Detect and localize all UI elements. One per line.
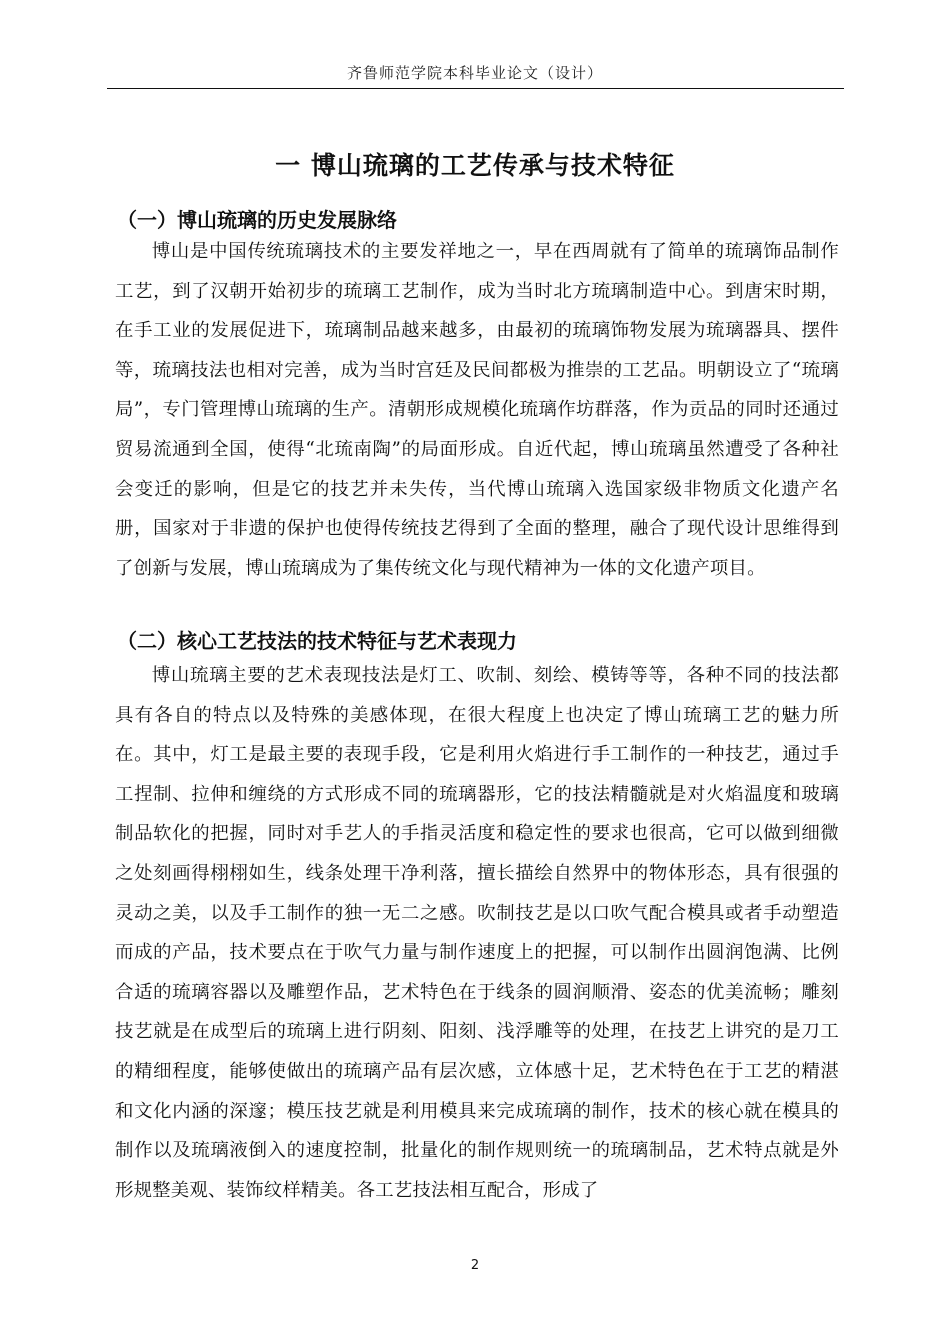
running-header: 齐鲁师范学院本科毕业论文（设计） bbox=[346, 64, 603, 82]
chapter-title: 一 博山琉璃的工艺传承与技术特征 bbox=[275, 151, 675, 180]
header-divider bbox=[107, 88, 844, 89]
section-heading-2: （二）核心工艺技法的技术特征与艺术表现力 bbox=[117, 629, 517, 653]
page-number: 2 bbox=[470, 1258, 480, 1273]
section-1-paragraph: 博山是中国传统琉璃技术的主要发祥地之一，早在西周就有了简单的琉璃饰品制作工艺，到了汉朝开始初步的琉璃工艺制作，成为当时北方琉璃制造中心。到唐宋时期，在手工业的发展促进下，琉璃制品越来越多，由最初的琉璃饰物发展为琉璃器具、摆件等，琉璃技法也相对完善，成为当时宫廷及民间都极为推崇的工艺品。明朝设立了“琉璃局”，专门管理博山琉璃的生产。清朝形成规模化琉璃作坊群落，作为贡品的同时还通过贸易流通到全国，使得“北琉南陶”的局面形成。自近代起，博山琉璃虽然遭受了各种社会变迁的影响，但是它的技艺并未失传，当代博山琉璃入选国家级非物质文化遗产名册，国家对于非遗的保护也使得传统技艺得到了全面的整理，融合了现代设计思维得到了创新与发展，博山琉璃成为了集传统文化与现代精神为一体的文化遗产项目。 bbox=[115, 241, 839, 579]
section-2-paragraph: 博山琉璃主要的艺术表现技法是灯工、吹制、刻绘、模铸等等，各种不同的技法都具有各自的特点以及特殊的美感体现，在很大程度上也决定了博山琉璃工艺的魅力所在。其中，灯工是最主要的表现手段，它是利用火焰进行手工制作的一种技艺，通过手工捏制、拉伸和缠绕的方式形成不同的琉璃器形，它的技法精髓就是对火焰温度和玻璃制品软化的把握，同时对手艺人的手指灵活度和稳定性的要求也很高，它可以做到细微之处刻画得栩栩如生，线条处理干净利落，擅长描绘自然界中的物体形态，具有很强的灵动之美，以及手工制作的独一无二之感。吹制技艺是以口吹气配合模具或者手动塑造而成的产品，技术要点在于吹气力量与制作速度上的把握，可以制作出圆润饱满、比例合适的琉璃容器以及雕塑作品，艺术特色在于线条的圆润顺滑、姿态的优美流畅；雕刻技艺就是在成型后的琉璃上进行阴刻、阳刻、浅浮雕等的处理，在技艺上讲究的是刀工的精细程度，能够使做出的琉璃产品有层次感，立体感十足，艺术特色在于工艺的精湛和文化内涵的深邃；模压技艺就是利用模具来完成琉璃的制作，技术的核心就在模具的制作以及琉璃液倒入的速度控制，批量化的制作规则统一的琉璃制品，艺术特点就是外形规整美观、装饰纹样精美。各工艺技法相互配合，形成了 bbox=[115, 665, 839, 1201]
section-heading-1: （一）博山琉璃的历史发展脉络 bbox=[117, 208, 397, 232]
